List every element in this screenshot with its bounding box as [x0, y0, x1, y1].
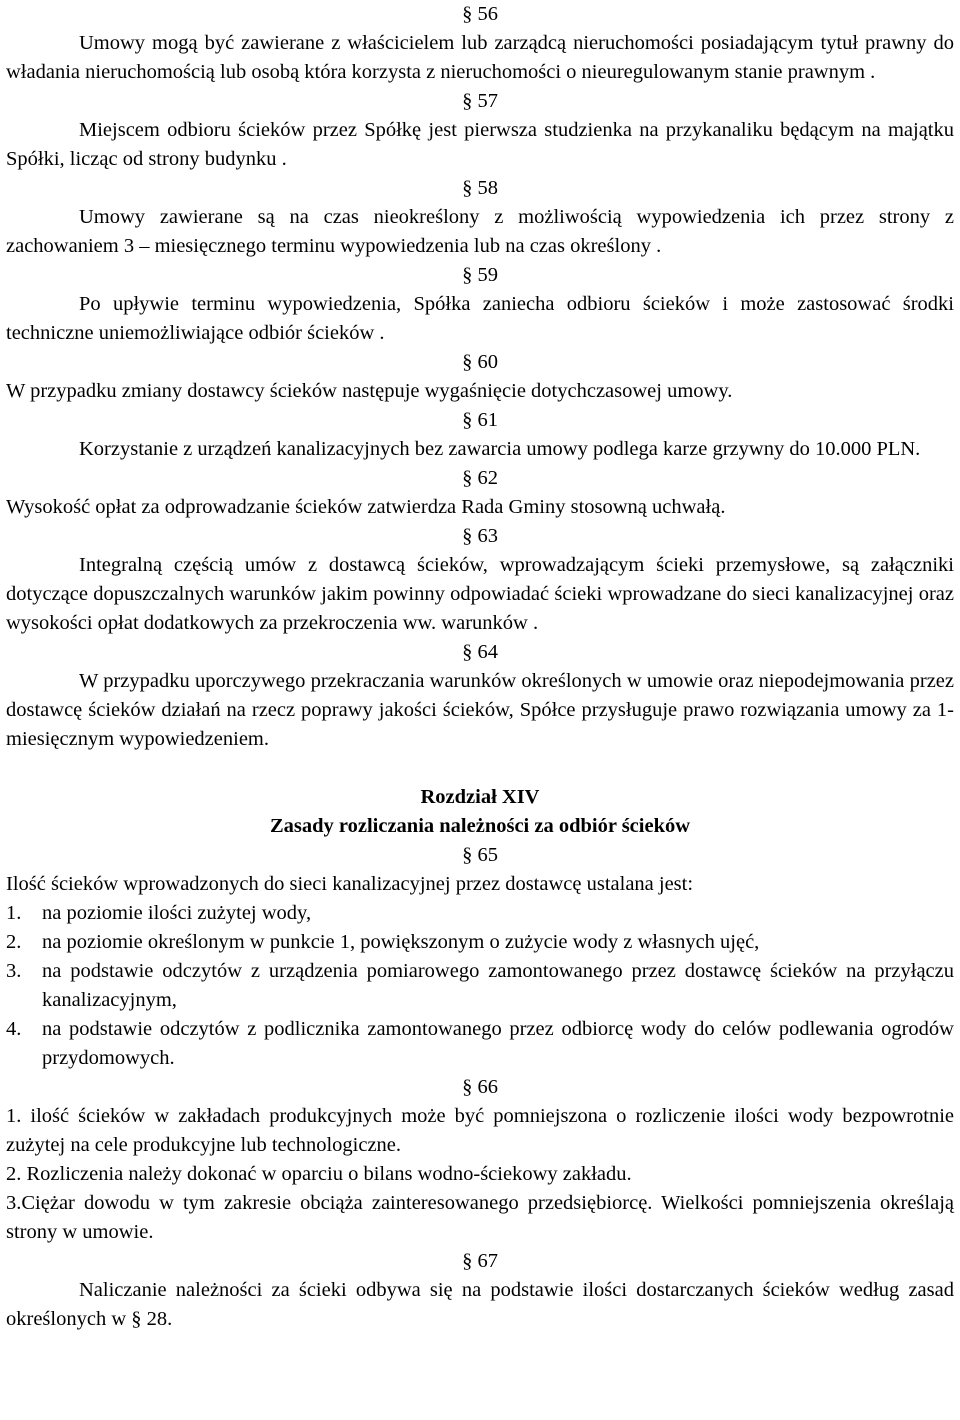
section-paragraph-2: 2. Rozliczenia należy dokonać w oparciu o bilans wodno-ściekowy zakładu.: [6, 1163, 632, 1185]
chapter-spacer: [6, 754, 954, 783]
quantity-list: [6, 899, 954, 1073]
list-item-text: na podstawie odczytów z podlicznika zamontowanego przez odbiorcę wody do celów podlewania ogrodów przydomowych.: [42, 1018, 954, 1069]
list-item: [6, 957, 954, 1015]
list-item: [6, 928, 954, 957]
list-item: [6, 1015, 954, 1073]
section-text: Wysokość opłat za odprowadzanie ścieków zatwierdza Rada Gminy stosowną uchwałą.: [6, 496, 726, 518]
list-item-number: 4.: [6, 1018, 22, 1040]
section-text: Po upływie terminu wypowiedzenia, Spółka zaniecha odbioru ścieków i może zastosować środki techniczne uniemożliwiające odbiór ścieków .: [6, 293, 954, 344]
list-item-number: 2.: [6, 931, 22, 953]
section-57: [6, 87, 954, 174]
list-item-text: na poziomie określonym w punkcie 1, powiększonym o zużycie wody z własnych ujęć,: [42, 931, 760, 953]
section-number: § 59: [462, 264, 498, 286]
section-number: § 62: [462, 467, 498, 489]
section-number: § 66: [462, 1076, 498, 1098]
section-number: § 64: [462, 641, 498, 663]
list-item-number: 3.: [6, 960, 22, 982]
section-number: § 57: [462, 90, 498, 112]
section-61: [6, 406, 954, 464]
section-text: Naliczanie należności za ścieki odbywa się na podstawie ilości dostarczanych ścieków według zasad określonych w § 28.: [6, 1279, 954, 1330]
section-number: § 56: [462, 3, 498, 25]
section-paragraph-3: 3.Ciężar dowodu w tym zakresie obciąża zainteresowanego przedsiębiorcę. Wielkości pomniejszenia określają strony w umowie.: [6, 1192, 954, 1243]
section-60: [6, 348, 954, 406]
list-item-text: na podstawie odczytów z urządzenia pomiarowego zamontowanego przez dostawcę ścieków na przyłączu kanalizacyjnym,: [42, 960, 954, 1011]
section-text: W przypadku zmiany dostawcy ścieków następuje wygaśnięcie dotychczasowej umowy.: [6, 380, 733, 402]
section-58: [6, 174, 954, 261]
section-number: § 63: [462, 525, 498, 547]
section-66: [6, 1073, 954, 1247]
section-text: Miejscem odbioru ścieków przez Spółkę jest pierwsza studzienka na przykanaliku będącym na majątku Spółki, licząc od strony budynku .: [6, 119, 954, 170]
section-number: § 65: [462, 844, 498, 866]
chapter-title: Rozdział XIV: [420, 786, 540, 808]
section-64: [6, 638, 954, 754]
section-56: [6, 0, 954, 87]
list-item-number: 1.: [6, 902, 22, 924]
section-63: [6, 522, 954, 638]
section-text: Integralną częścią umów z dostawcą ścieków, wprowadzającym ścieki przemysłowe, są załączniki dotyczące dopuszczalnych warunków jakim powinny odpowiadać ścieki wprowadzane do sieci kanalizacyjnej oraz wysokości opłat dodatkowych za przekroczenia ww. warunków .: [6, 554, 954, 634]
section-text: Korzystanie z urządzeń kanalizacyjnych bez zawarcia umowy podlega karze grzywny do 10.000 PLN.: [79, 438, 921, 460]
section-number: § 67: [462, 1250, 498, 1272]
list-item-text: na poziomie ilości zużytej wody,: [42, 902, 312, 924]
section-number: § 60: [462, 351, 498, 373]
section-text: W przypadku uporczywego przekraczania warunków określonych w umowie oraz niepodejmowania przez dostawcę ścieków działań na rzecz poprawy jakości ścieków, Spółce przysługuje prawo rozwiązania umowy za 1- miesięcznym wypowiedzeniem.: [6, 670, 954, 750]
section-62: [6, 464, 954, 522]
section-text: Umowy zawierane są na czas nieokreślony z możliwością wypowiedzenia ich przez strony z zachowaniem 3 – miesięcznego terminu wypowiedzenia lub na czas określony .: [6, 206, 954, 257]
section-intro: Ilość ścieków wprowadzonych do sieci kanalizacyjnej przez dostawcę ustalana jest:: [6, 873, 694, 895]
section-65: [6, 841, 954, 1073]
section-text: Umowy mogą być zawierane z właścicielem lub zarządcą nieruchomości posiadającym tytuł prawny do władania nieruchomością lub osobą która korzysta z nieruchomości o nieuregulowanym stanie prawnym .: [6, 32, 954, 83]
chapter-subtitle: Zasady rozliczania należności za odbiór ścieków: [269, 815, 691, 837]
section-67: [6, 1247, 954, 1334]
section-59: [6, 261, 954, 348]
section-number: § 58: [462, 177, 498, 199]
section-paragraph-1: 1. ilość ścieków w zakładach produkcyjnych może być pomniejszona o rozliczenie ilości wody bezpowrotnie zużytej na cele produkcyjne lub technologiczne.: [6, 1105, 954, 1156]
section-number: § 61: [462, 409, 498, 431]
list-item: [6, 899, 954, 928]
